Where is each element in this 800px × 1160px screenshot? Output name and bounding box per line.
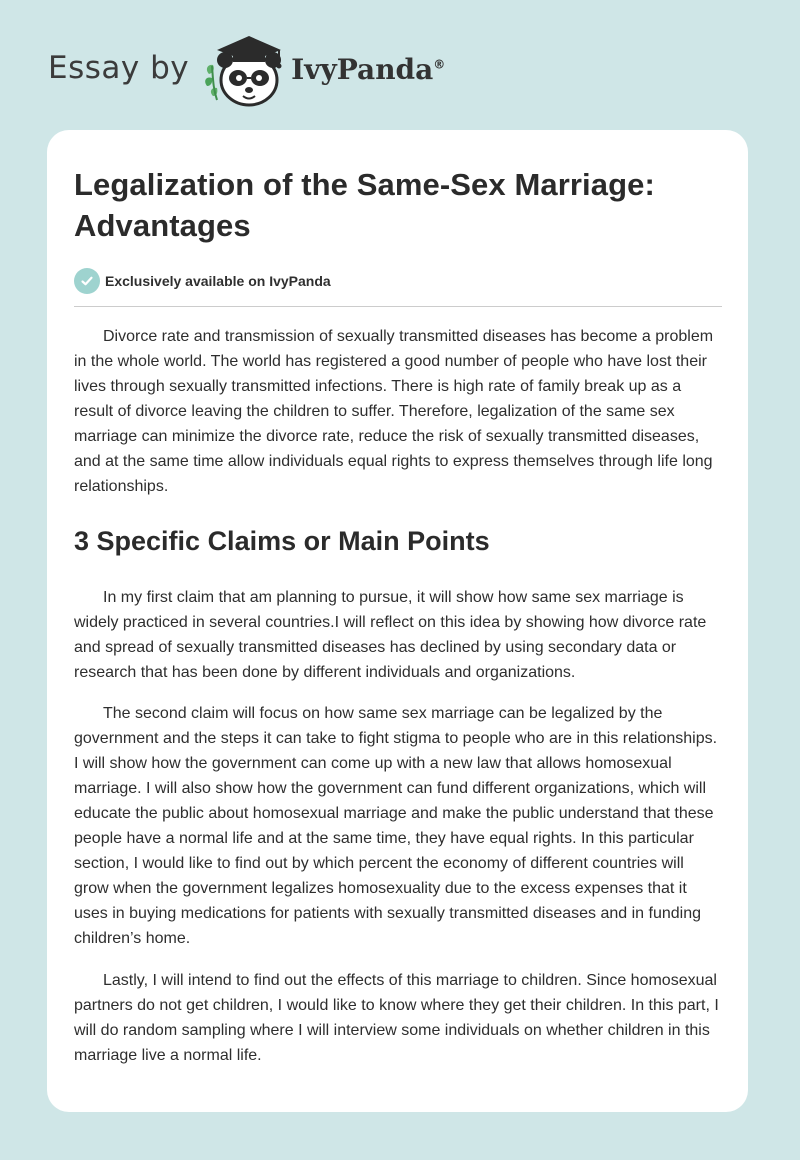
check-circle-icon [74, 268, 100, 294]
registered-mark: ® [433, 57, 446, 72]
essay-title: Legalization of the Same-Sex Marriage: Advantages [74, 167, 655, 243]
paragraph-claim-2: The second claim will focus on how same sex marriage can be legalized by the government and the steps it can take to fight stigma to people who are in this relationships. I will show how the government can come up with a new law that allows homosexual marriage. I will also show how the government can fund different organizations, which will educate the public about homosexual marriage and make the public understand that these people have a normal life and at the same time, they have equal rights. In this particular section, I would like to find out by which percent the economy of different countries will grow when the government legalizes homosexuality due to the excess expenses that it uses in buying medications for patients with sexually transmitted diseases and in funding children’s home. [74, 705, 718, 947]
panda-logo-icon [203, 30, 287, 110]
section-heading: 3 Specific Claims or Main Points [74, 526, 490, 556]
essay-card [47, 130, 748, 1112]
paragraph-intro: Divorce rate and transmission of sexually transmitted diseases has become a problem in the whole world. The world has registered a good number of people who have lost their lives through sexually transmitted infections. There is high rate of family break up as a result of divorce leaving the children to suffer. Therefore, legalization of the same sex marriage can minimize the divorce rate, reduce the risk of sexually transmitted diseases, and at the same time allow individuals equal rights to express themselves through life long relationships. [74, 328, 714, 495]
divider [74, 306, 722, 307]
paragraph-claim-3: Lastly, I will intend to find out the effects of this marriage to children. Since homosexual partners do not get children, I would like to know where they get their children. In this part, I will do random sampling where I will interview some individuals on whether children in this marriage live a normal life. [74, 972, 719, 1064]
exclusive-label: Exclusively available on IvyPanda [105, 273, 331, 289]
exclusive-badge [74, 267, 722, 295]
brand-header [48, 30, 445, 110]
brand-name: IvyPanda® [291, 52, 446, 86]
brand-prefix: Essay by [48, 50, 190, 86]
paragraph-claim-1: In my first claim that am planning to pursue, it will show how same sex marriage is widely practiced in several countries.I will reflect on this idea by showing how divorce rate and spread of sexually transmitted diseases has declined by using secondary data or research that has been done by different individuals and organizations. [74, 589, 707, 681]
